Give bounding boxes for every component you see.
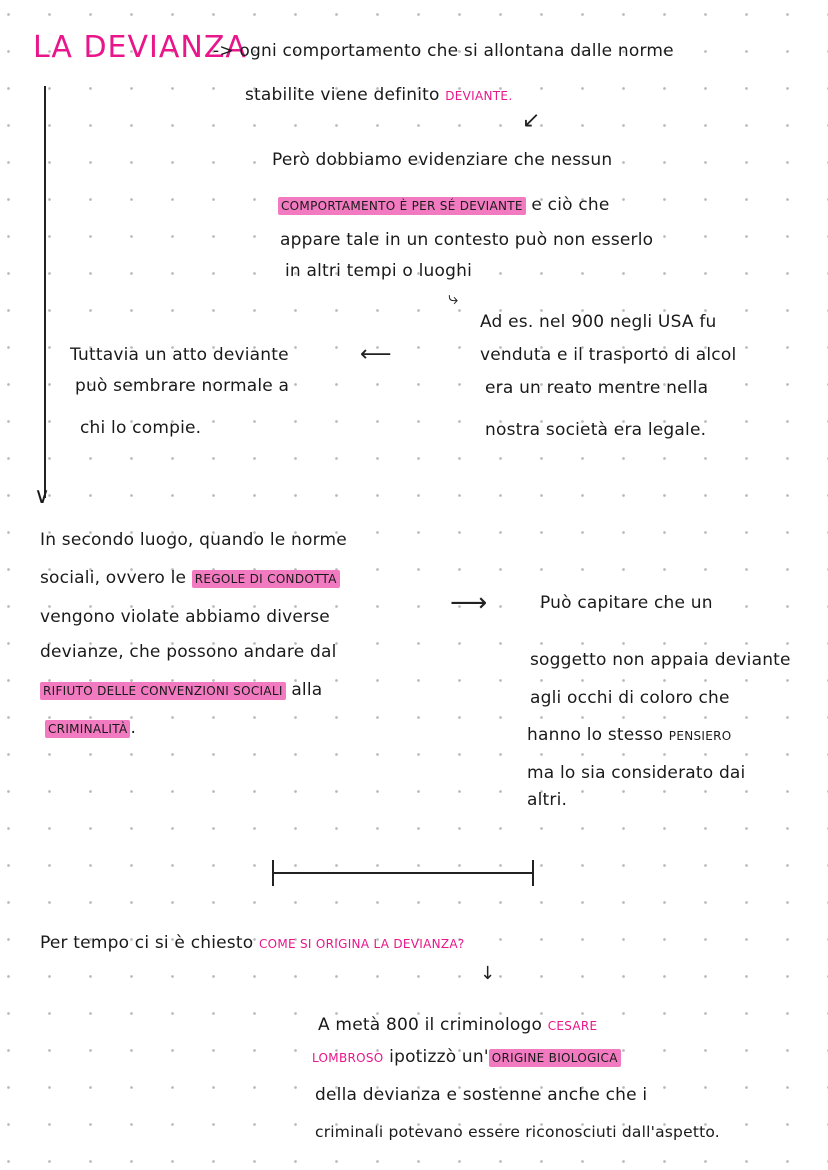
note-line: Però dobbiamo evidenziare che nessun — [272, 150, 613, 170]
origin-line — [312, 1046, 621, 1069]
vertical-arrow-line — [44, 86, 46, 498]
divider-end — [532, 860, 534, 886]
origin-text: A metà 800 il criminologo — [318, 1015, 543, 1035]
however-line: può sembrare normale a — [75, 376, 290, 396]
definition-text: stabilite viene definito — [245, 85, 440, 105]
however-line: Tuttavia un atto deviante — [70, 345, 289, 365]
second-text: sociali, ovvero le — [40, 568, 187, 588]
arrow-left-icon: ⟵ — [360, 342, 392, 367]
section-divider — [272, 872, 534, 874]
definition-line: -> ogni comportamento che si allontana dalle norme — [213, 41, 674, 61]
side-line: ma lo sia considerato dai — [527, 763, 746, 783]
highlight: CRIMINALITÀ — [45, 720, 130, 738]
second-line: vengono violate abbiamo diverse — [40, 607, 330, 627]
note-line: in altri tempi o luoghi — [285, 261, 473, 281]
example-line: venduta e il trasporto di alcol — [480, 345, 737, 365]
however-line: chi lo compie. — [80, 418, 202, 438]
origin-question-pink: COME SI ORIGINA LA DEVIANZA? — [258, 937, 465, 951]
origin-question — [40, 932, 465, 955]
second-text: . — [130, 718, 137, 738]
second-line — [40, 567, 340, 590]
cesare-name: CESARE — [547, 1019, 598, 1033]
deviante-term: DEVIANTE. — [445, 89, 513, 103]
second-line: In secondo luogo, quando le norme — [40, 530, 347, 550]
page-title: LA DEVIANZA — [33, 30, 247, 65]
origin-line — [318, 1014, 597, 1037]
arrow-down-icon: ∨ — [34, 484, 51, 509]
second-text: alla — [291, 680, 323, 700]
side-line: Può capitare che un — [540, 593, 713, 613]
highlight: REGOLE DI CONDOTTA — [192, 570, 340, 588]
side-line: altri. — [527, 790, 568, 810]
example-line: Ad es. nel 900 negli USA fu — [480, 312, 717, 332]
highlight: COMPORTAMENTO È PER SÉ DEVIANTE — [278, 197, 526, 215]
origin-line: criminali potevano essere riconosciuti dall'aspetto. — [315, 1123, 720, 1141]
side-line: agli occhi di coloro che — [530, 688, 730, 708]
side-line: soggetto non appaia deviante — [530, 650, 791, 670]
side-text: hanno lo stesso — [527, 725, 664, 745]
highlight: ORIGINE BIOLOGICA — [489, 1049, 621, 1067]
highlight: RIFIUTO DELLE CONVENZIONI SOCIALI — [40, 682, 286, 700]
second-line: devianze, che possono andare dal — [40, 642, 337, 662]
lombroso-name: LOMBROSO — [312, 1051, 384, 1065]
curved-arrow-icon: ⤷ — [448, 288, 459, 309]
origin-text: ipotizzò un' — [389, 1047, 489, 1067]
arrow-down-left-icon: ↙ — [522, 108, 541, 133]
second-line — [45, 717, 136, 740]
note-line — [278, 194, 610, 217]
definition-line — [245, 84, 512, 107]
arrow-right-icon: ⟶ — [450, 588, 488, 618]
origin-line: della devianza e sostenne anche che i — [315, 1085, 648, 1105]
pensiero-caps: PENSIERO — [668, 729, 732, 743]
side-line — [527, 724, 732, 747]
divider-end — [272, 860, 274, 886]
note-line: appare tale in un contesto può non esserlo — [280, 230, 654, 250]
example-line: era un reato mentre nella — [485, 378, 709, 398]
origin-text: Per tempo ci si è chiesto — [40, 933, 254, 953]
arrow-down-icon: ↓ — [480, 963, 496, 984]
example-line: nostra società era legale. — [485, 420, 707, 440]
note-text: e ciò che — [531, 195, 610, 215]
second-line — [40, 679, 322, 702]
